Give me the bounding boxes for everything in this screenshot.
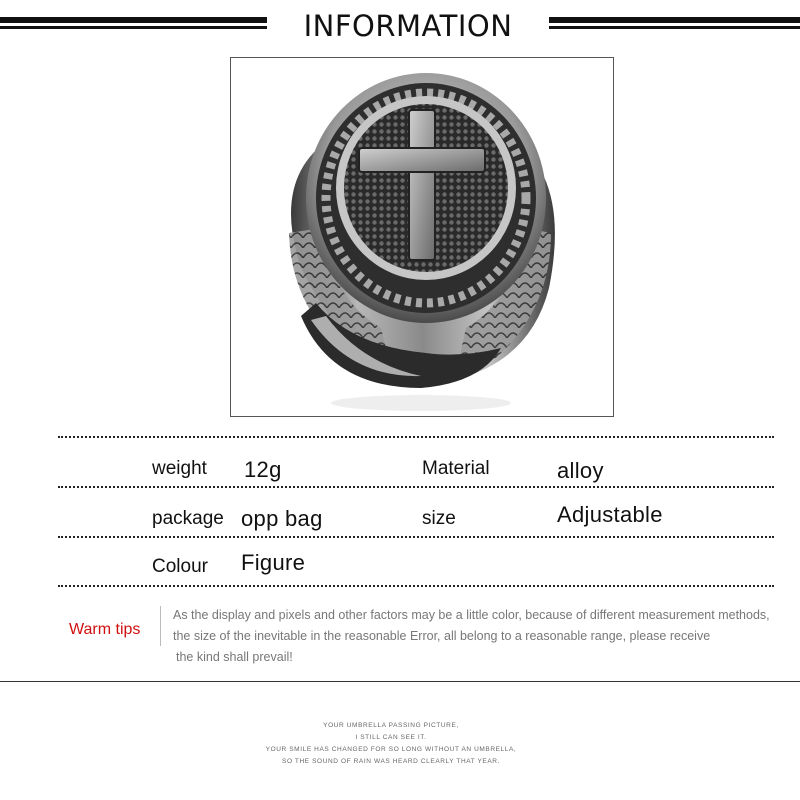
separator-3 <box>58 536 774 538</box>
material-label: Material <box>422 458 490 479</box>
weight-label: weight <box>152 458 207 479</box>
bottom-rule <box>0 681 800 682</box>
poem-line-2: I STILL CAN SEE IT. <box>355 734 427 741</box>
size-value: Adjustable <box>557 502 663 527</box>
weight-value: 12g <box>244 457 282 482</box>
header-rule-left <box>0 17 267 31</box>
poem-line-3: YOUR SMILE HAS CHANGED FOR SO LONG WITHOUT AN UMBRELLA, <box>265 746 517 753</box>
colour-value: Figure <box>241 550 306 575</box>
warm-tip-line-2: the size of the inevitable in the reasonable Error, all belong to a reasonable range, please receive <box>173 629 711 643</box>
ring-image <box>231 58 613 416</box>
separator-4 <box>58 585 774 587</box>
separator-2 <box>58 486 774 488</box>
colour-label: Colour <box>152 556 208 577</box>
warm-tip-line-1: As the display and pixels and other factors may be a little color, because of different measurement methods, <box>173 608 770 622</box>
package-label: package <box>152 508 224 529</box>
page-title: INFORMATION <box>303 9 513 43</box>
separator-1 <box>58 436 774 438</box>
header-rule-right <box>549 17 800 31</box>
poem-line-1: YOUR UMBRELLA PASSING PICTURE, <box>323 722 459 729</box>
warm-tips-divider <box>160 606 161 646</box>
size-label: size <box>422 508 456 529</box>
poem-line-4: SO THE SOUND OF RAIN WAS HEARD CLEARLY THAT YEAR. <box>282 758 500 765</box>
package-value: opp bag <box>241 506 323 531</box>
product-image <box>230 57 614 417</box>
material-value: alloy <box>557 458 604 483</box>
warm-tips-label: Warm tips <box>69 621 141 638</box>
warm-tip-line-3: the kind shall prevail! <box>176 650 293 664</box>
